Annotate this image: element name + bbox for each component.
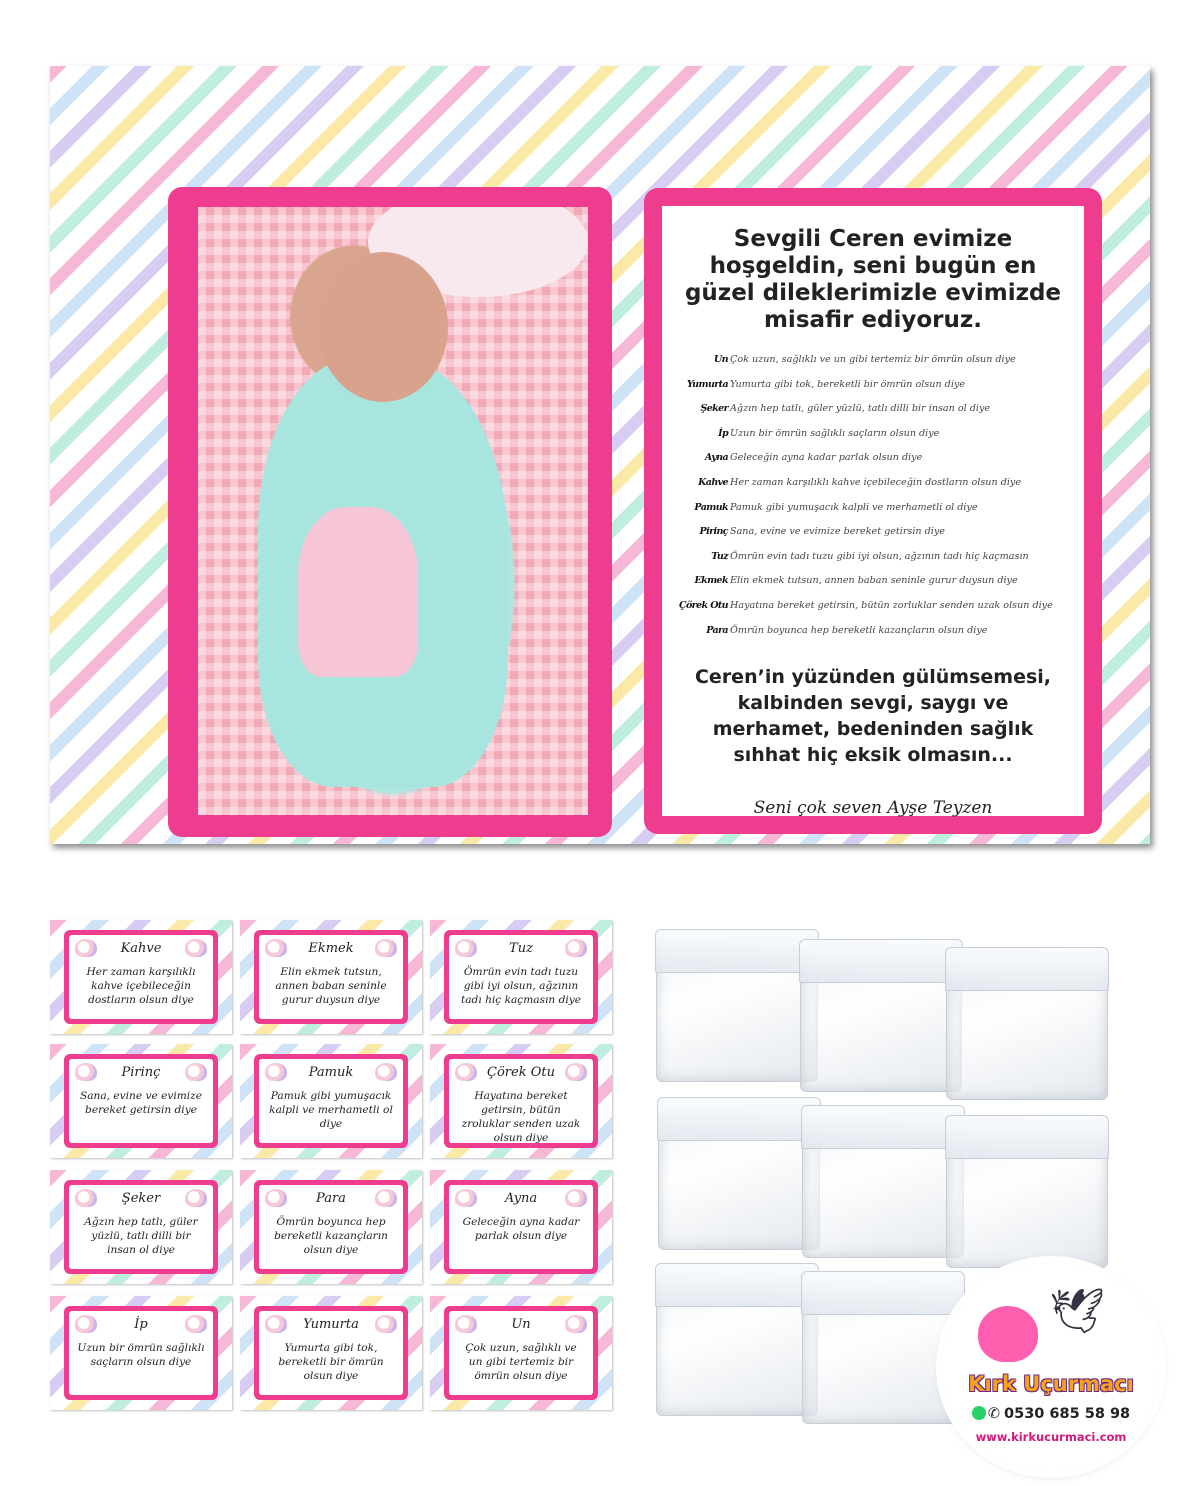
wish-frame	[648, 192, 1098, 830]
wish-row	[668, 526, 1078, 551]
wish-card-item	[50, 1170, 232, 1284]
card-text: Çok uzun, sağlıklı ve un gibi tertemiz bir ömrün olsun diye	[465, 1342, 577, 1382]
wish-label: İp	[718, 427, 728, 439]
wish-card-item	[240, 1044, 422, 1158]
brand-phone	[942, 1406, 1160, 1422]
wish-row	[668, 600, 1078, 625]
card-body	[259, 935, 403, 1019]
baby-photo	[198, 207, 588, 815]
phone-number: 0530 685 58 98	[1004, 1406, 1131, 1422]
wish-card-item	[240, 1170, 422, 1284]
wish-card-item	[430, 920, 612, 1034]
card-body	[449, 935, 593, 1019]
brand-name: Kırk Uçurmacı	[968, 1372, 1134, 1396]
card-text: Pamuk gibi yumuşacık kalpli ve merhametli ol diye	[269, 1090, 393, 1130]
card-text: Geleceğin ayna kadar parlak olsun diye	[462, 1216, 580, 1242]
wish-label: Ekmek	[694, 575, 728, 587]
card-title: Pamuk	[308, 1065, 354, 1080]
wish-label: Para	[706, 624, 728, 636]
wish-card-item	[430, 1170, 612, 1284]
card-body	[69, 1185, 213, 1269]
card-title: Çörek Otu	[487, 1065, 555, 1080]
card-body	[449, 1185, 593, 1269]
wish-cards-grid	[50, 920, 614, 1398]
wish-text: Ağzın hep tatlı, güler yüzlü, tatlı dilli bir insan ol diye	[730, 403, 991, 415]
acrylic-box	[656, 1264, 818, 1416]
wish-text: Her zaman karşılıklı kahve içebileceğin dostların olsun diye	[730, 476, 1022, 488]
wish-text: Sana, evine ve evimize bereket getirsin diye	[730, 526, 945, 538]
card-body	[69, 1311, 213, 1395]
acrylic-box	[946, 1116, 1108, 1268]
wish-row	[668, 625, 1078, 650]
card-frame	[254, 930, 408, 1024]
wish-card-item	[240, 920, 422, 1034]
card-frame	[64, 1306, 218, 1400]
wish-row	[668, 502, 1078, 527]
card-body	[449, 1059, 593, 1143]
wish-label: Un	[714, 354, 728, 365]
wish-row	[668, 428, 1078, 453]
wish-label: Tuz	[711, 550, 728, 562]
wish-text: Ömrün evin tadı tuzu gibi iyi olsun, ağzının tadı hiç kaçmasın	[730, 550, 1029, 562]
card-body	[259, 1311, 403, 1395]
card-frame	[444, 1054, 598, 1148]
card-title: Kahve	[120, 941, 162, 956]
wish-card-item	[430, 1044, 612, 1158]
wish-text: Ömrün boyunca hep bereketli kazançların olsun diye	[730, 624, 988, 636]
wish-card-item	[430, 1296, 612, 1410]
wish-row	[668, 477, 1078, 502]
card-title: Yumurta	[303, 1317, 359, 1332]
card-body	[69, 935, 213, 1019]
card-title: Para	[316, 1191, 346, 1206]
card-frame	[444, 930, 598, 1024]
wish-label: Şeker	[700, 403, 728, 415]
card-title: Şeker	[121, 1191, 161, 1206]
wish-row	[668, 575, 1078, 600]
card-frame	[64, 1054, 218, 1148]
wish-label: Pirinç	[699, 526, 728, 538]
wish-label: Kahve	[698, 476, 728, 488]
card-body	[259, 1185, 403, 1269]
wish-text: Pamuk gibi yumuşacık kalpli ve merhametli ol diye	[730, 501, 978, 513]
card-text: Yumurta gibi tok, bereketli bir ömrün olsun diye	[278, 1342, 384, 1382]
wish-card-item	[50, 1044, 232, 1158]
closing-message: Ceren’in yüzünden gülümsemesi, kalbinden sevgi, saygı ve merhamet, bedeninden sağlık sıhhat hiç eksik olmasın...	[694, 666, 1052, 766]
signature: Seni çok seven Ayşe Teyzen	[753, 798, 993, 818]
acrylic-box	[802, 1272, 964, 1424]
card-text: Her zaman karşılıklı kahve içebileceğin dostların olsun diye	[86, 966, 196, 1006]
wish-row	[668, 551, 1078, 576]
card-title: Pirinç	[121, 1065, 161, 1080]
wish-list	[668, 354, 1078, 649]
card-text: Sana, evine ve evimize bereket getirsin diye	[79, 1090, 203, 1116]
wish-card-item	[50, 920, 232, 1034]
wish-card-item	[240, 1296, 422, 1410]
card-frame	[64, 1180, 218, 1274]
phone-icon: ✆	[987, 1406, 1001, 1422]
acrylic-box	[658, 1098, 820, 1250]
card-frame	[64, 930, 218, 1024]
card-text: Ömrün evin tadı tuzu gibi iyi olsun, ağzının tadı hiç kaçmasın diye	[460, 966, 582, 1006]
wish-text: Çok uzun, sağlıklı ve un gibi tertemiz bir ömrün olsun diye	[730, 354, 1016, 365]
wish-title: Sevgili Ceren evimize hoşgeldin, seni bugün en güzel dileklerimizle evimizde misafir ediyoruz.	[684, 226, 1062, 333]
wish-row	[668, 354, 1078, 379]
card-frame	[444, 1180, 598, 1274]
wish-label: Ayna	[704, 452, 728, 464]
card-text: Uzun bir ömrün sağlıklı saçların olsun diye	[77, 1342, 205, 1368]
card-title: Ekmek	[308, 941, 354, 956]
card-body	[449, 1311, 593, 1395]
wish-label: Yumurta	[686, 378, 728, 390]
acrylic-box	[946, 948, 1108, 1100]
wish-card-item	[50, 1296, 232, 1410]
card-body	[259, 1059, 403, 1143]
card-text: Ömrün boyunca hep bereketli kazançların olsun diye	[274, 1216, 388, 1256]
card-title: İp	[134, 1317, 148, 1332]
card-title: Ayna	[504, 1191, 538, 1206]
photo-frame	[172, 191, 608, 833]
brand-logo	[942, 1262, 1160, 1472]
card-frame	[254, 1054, 408, 1148]
wish-text: Elin ekmek tutsun, annen baban seninle gurur duysun diye	[730, 575, 1018, 587]
wish-row	[668, 403, 1078, 428]
card-text: Hayatına bereket getirsin, bütün zroluklar senden uzak olsun diye	[461, 1090, 581, 1144]
wish-text: Hayatına bereket getirsin, bütün zorluklar senden uzak olsun diye	[730, 599, 1053, 611]
card-title: Un	[511, 1317, 531, 1332]
wish-text: Uzun bir ömrün sağlıklı saçların olsun diye	[730, 427, 940, 439]
doll-print-shape	[298, 507, 418, 677]
card-frame	[254, 1306, 408, 1400]
wish-label: Pamuk	[694, 501, 728, 513]
card-frame	[444, 1306, 598, 1400]
card-text: Elin ekmek tutsun, annen baban seninle gurur duysun diye	[275, 966, 387, 1006]
wish-card	[662, 206, 1084, 816]
card-frame	[254, 1180, 408, 1274]
whatsapp-icon	[972, 1406, 986, 1420]
card-text: Ağzın hep tatlı, güler yüzlü, tatlı dilli bir insan ol diye	[84, 1216, 198, 1256]
acrylic-box	[802, 1106, 964, 1258]
acrylic-box	[800, 940, 962, 1092]
stork-icon: 🕊	[1049, 1286, 1105, 1337]
acrylic-box	[656, 930, 818, 1082]
wish-text: Geleceğin ayna kadar parlak olsun diye	[730, 452, 923, 464]
card-title: Tuz	[509, 941, 533, 956]
wish-row	[668, 452, 1078, 477]
card-body	[69, 1059, 213, 1143]
wish-row	[668, 379, 1078, 404]
wish-label: Çörek Otu	[678, 599, 728, 611]
baby-face-shape	[318, 252, 448, 402]
wish-text: Yumurta gibi tok, bereketli bir ömrün olsun diye	[730, 378, 965, 390]
poster	[50, 66, 1150, 844]
brand-website: www.kirkucurmaci.com	[975, 1430, 1127, 1444]
